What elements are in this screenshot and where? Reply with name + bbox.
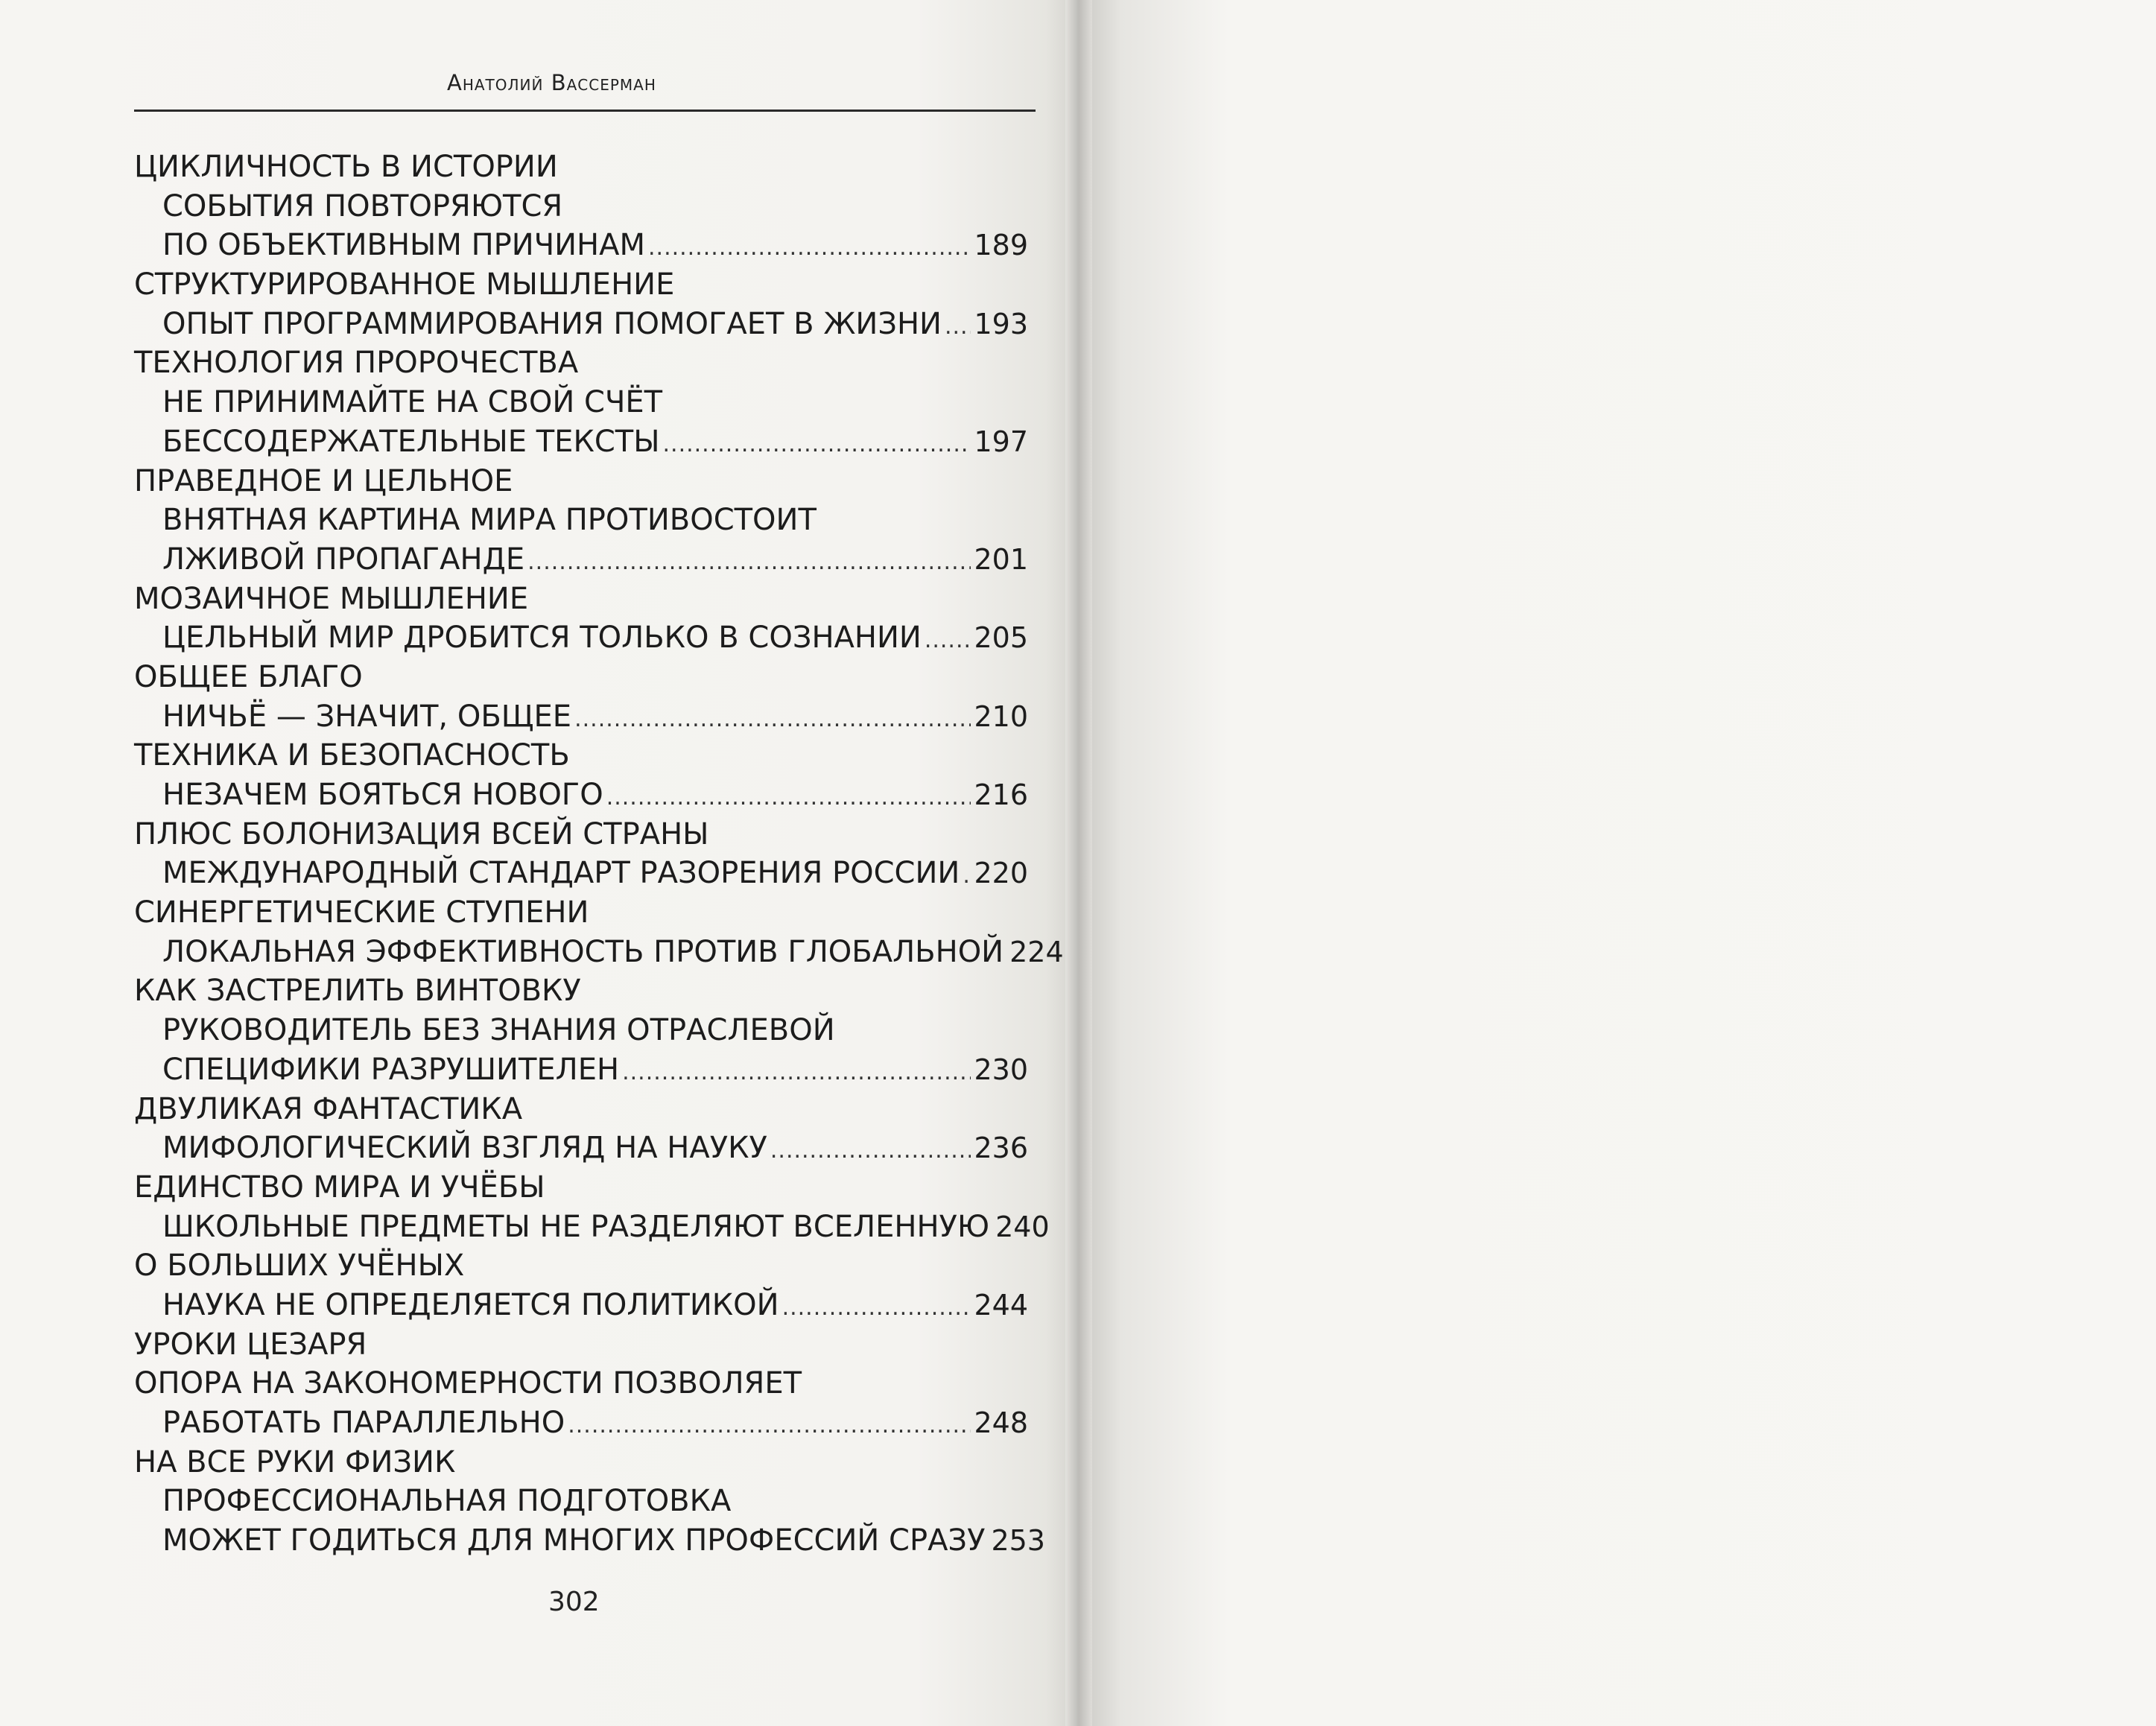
- toc-entry-page: 240: [995, 1210, 1050, 1243]
- toc-entry-title: МИФОЛОГИЧЕСКИЙ ВЗГЛЯД НА НАУКУ: [162, 1131, 767, 1166]
- toc-entry-page: 189: [974, 229, 1028, 262]
- dot-leader: [527, 543, 971, 583]
- toc-entry-title: ПРАВЕДНОЕ И ЦЕЛЬНОЕ: [134, 463, 513, 498]
- toc-entry-page: 210: [974, 699, 1028, 733]
- toc-entry-title: НА ВСЕ РУКИ ФИЗИК: [134, 1444, 456, 1479]
- dot-leader: [568, 1406, 971, 1446]
- toc-entry: [134, 1011, 1028, 1050]
- toc-entry-title: СОБЫТИЯ ПОВТОРЯЮТСЯ: [162, 188, 563, 223]
- toc-entry-page: 248: [974, 1406, 1028, 1439]
- header-rule: [134, 110, 1036, 112]
- toc-entry: [134, 147, 1028, 187]
- toc-entry: [134, 775, 1028, 815]
- right-page: [1078, 0, 2156, 1726]
- toc-entry-title: ТЕХНИКА И БЕЗОПАСНОСТЬ: [134, 738, 570, 773]
- toc-entry: [134, 697, 1028, 737]
- dot-leader: [663, 425, 971, 465]
- toc-entry: [134, 618, 1028, 658]
- toc-entry: [134, 736, 1028, 775]
- toc-entry: [134, 422, 1028, 462]
- dot-leader: [648, 229, 971, 268]
- toc-entry: [134, 1246, 1028, 1286]
- toc-entry: [134, 1090, 1028, 1129]
- toc-entry-title: БЕССОДЕРЖАТЕЛЬНЫЕ ТЕКСТЫ: [162, 424, 660, 459]
- toc-entry: [134, 1482, 1028, 1521]
- toc-entry-page: 253: [991, 1524, 1045, 1558]
- dot-leader: [622, 1053, 971, 1093]
- toc-entry-page: 224: [1009, 935, 1064, 968]
- toc-entry-title: СИНЕРГЕТИЧЕСКИЕ СТУПЕНИ: [134, 895, 589, 930]
- toc-entry: [134, 1208, 1050, 1247]
- toc-entry-page: 197: [974, 425, 1028, 458]
- toc-entry-title: О БОЛЬШИХ УЧЁНЫХ: [134, 1249, 465, 1284]
- toc-entry-title: ЦЕЛЬНЫЙ МИР ДРОБИТСЯ ТОЛЬКО В СОЗНАНИИ: [162, 621, 922, 656]
- toc-entry-page: 236: [974, 1132, 1028, 1165]
- toc-entry: [134, 1286, 1028, 1325]
- toc-entry: [134, 971, 1028, 1011]
- toc-entry-title: ОПОРА НА ЗАКОНОМЕРНОСТИ ПОЗВОЛЯЕТ: [134, 1366, 802, 1401]
- dot-leader: [574, 700, 971, 740]
- toc-entry-title: МОЗАИЧНОЕ МЫШЛЕНИЕ: [134, 581, 529, 616]
- toc-entry: [134, 226, 1028, 265]
- toc-entry-title: ОПЫТ ПРОГРАММИРОВАНИЯ ПОМОГАЕТ В ЖИЗНИ: [162, 306, 942, 341]
- toc-entry: [134, 462, 1028, 501]
- toc-entry-title: СПЕЦИФИКИ РАЗРУШИТЕЛЕН: [162, 1052, 620, 1087]
- toc-entry-title: ЛОКАЛЬНАЯ ЭФФЕКТИВНОСТЬ ПРОТИВ ГЛОБАЛЬНОЙ: [162, 934, 1004, 969]
- toc-entry: [134, 933, 1064, 972]
- toc-entry-page: 230: [974, 1053, 1028, 1086]
- toc-entry-title: НЕ ПРИНИМАЙТЕ НА СВОЙ СЧЁТ: [162, 385, 663, 420]
- dot-leader: [925, 621, 971, 661]
- toc-entry-title: НАУКА НЕ ОПРЕДЕЛЯЕТСЯ ПОЛИТИКОЙ: [162, 1287, 779, 1322]
- toc-entry-title: НИЧЬЁ — ЗНАЧИТ, ОБЩЕЕ: [162, 699, 572, 734]
- toc-entry-title: ЕДИНСТВО МИРА И УЧЁБЫ: [134, 1170, 545, 1205]
- dot-leader: [770, 1132, 971, 1171]
- toc-entry: [134, 540, 1028, 580]
- toc-entry-title: УРОКИ ЦЕЗАРЯ: [134, 1327, 367, 1362]
- toc-entry: [134, 893, 1028, 933]
- dot-leader: [782, 1289, 971, 1328]
- toc-entry-page: 244: [974, 1288, 1028, 1322]
- toc-entry-page: 220: [974, 857, 1028, 890]
- toc-entry-title: РАБОТАТЬ ПАРАЛЛЕЛЬНО: [162, 1406, 565, 1440]
- toc-entry-page: 216: [974, 778, 1028, 811]
- toc-entry-title: ОБЩЕЕ БЛАГО: [134, 659, 363, 694]
- toc-entry-page: 193: [974, 307, 1028, 340]
- toc-entry-title: ЦИКЛИЧНОСТЬ В ИСТОРИИ: [134, 150, 558, 184]
- toc-entry-title: НЕЗАЧЕМ БОЯТЬСЯ НОВОГО: [162, 778, 603, 812]
- dot-leader: [963, 857, 971, 896]
- dot-leader: [606, 778, 971, 818]
- toc-entry-title: КАК ЗАСТРЕЛИТЬ ВИНТОВКУ: [134, 974, 581, 1009]
- toc-entry: [134, 305, 1028, 344]
- toc-entry: [134, 1325, 1028, 1365]
- toc-entry-title: МОЖЕТ ГОДИТЬСЯ ДЛЯ МНОГИХ ПРОФЕССИЙ СРАЗУ: [162, 1523, 986, 1558]
- toc-list-left: [134, 147, 1064, 1561]
- toc-entry: [134, 854, 1028, 893]
- page-number: 302: [548, 1587, 600, 1617]
- toc-entry-title: ПО ОБЪЕКТИВНЫМ ПРИЧИНАМ: [162, 228, 645, 263]
- toc-entry: [134, 1403, 1028, 1443]
- toc-entry-title: ПРОФЕССИОНАЛЬНАЯ ПОДГОТОВКА: [162, 1484, 732, 1519]
- toc-entry-title: ВНЯТНАЯ КАРТИНА МИРА ПРОТИВОСТОИТ: [162, 503, 817, 538]
- toc-entry: [134, 501, 1028, 540]
- toc-entry: [134, 383, 1028, 422]
- toc-entry-title: ДВУЛИКАЯ ФАНТАСТИКА: [134, 1091, 523, 1126]
- toc-entry-title: ТЕХНОЛОГИЯ ПРОРОЧЕСТВА: [134, 346, 579, 381]
- toc-entry: [134, 1364, 1028, 1403]
- book-gutter: [1065, 0, 1092, 1726]
- dot-leader: [945, 308, 971, 347]
- toc-entry: [134, 658, 1028, 697]
- toc-entry: [134, 265, 1028, 305]
- running-head-author: Анатолий Вассерман: [447, 70, 656, 95]
- toc-entry-title: ЛЖИВОЙ ПРОПАГАНДЕ: [162, 542, 525, 577]
- toc-entry: [134, 1521, 1045, 1561]
- toc-entry-title: РУКОВОДИТЕЛЬ БЕЗ ЗНАНИЯ ОТРАСЛЕВОЙ: [162, 1013, 835, 1048]
- toc-entry: [134, 1443, 1028, 1482]
- toc-entry-page: 205: [974, 621, 1028, 655]
- toc-entry-page: 201: [974, 542, 1028, 576]
- toc-entry: [134, 187, 1028, 226]
- toc-entry: [134, 1129, 1028, 1168]
- toc-entry: [134, 1050, 1028, 1090]
- toc-entry-title: СТРУКТУРИРОВАННОЕ МЫШЛЕНИЕ: [134, 267, 675, 302]
- toc-entry: [134, 815, 1028, 854]
- toc-entry: [134, 1168, 1028, 1208]
- toc-entry-title: ПЛЮС БОЛОНИЗАЦИЯ ВСЕЙ СТРАНЫ: [134, 816, 709, 851]
- toc-entry-title: МЕЖДУНАРОДНЫЙ СТАНДАРТ РАЗОРЕНИЯ РОССИИ: [162, 856, 960, 891]
- toc-entry: [134, 580, 1028, 619]
- toc-entry: [134, 343, 1028, 383]
- toc-entry-title: ШКОЛЬНЫЕ ПРЕДМЕТЫ НЕ РАЗДЕЛЯЮТ ВСЕЛЕННУЮ: [162, 1209, 990, 1244]
